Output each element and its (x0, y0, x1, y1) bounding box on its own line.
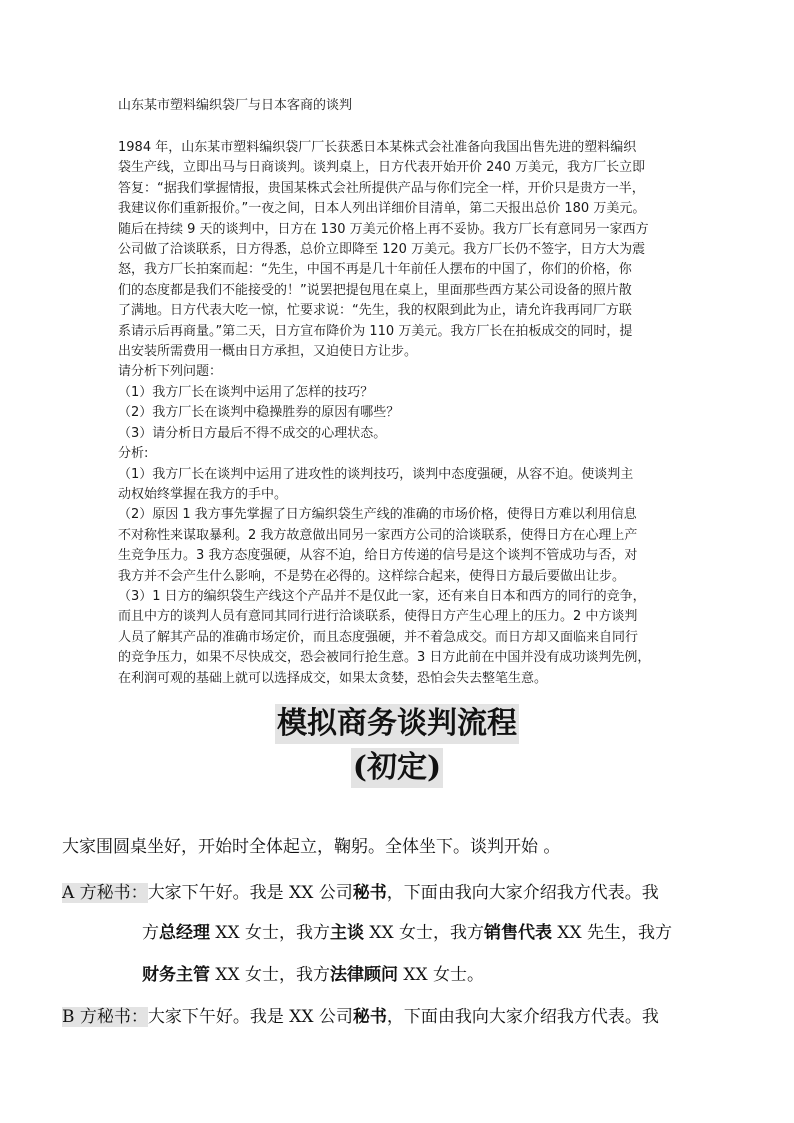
case-story-line: 随后在持续 9 天的谈判中，日方在 130 万美元价格上再不妥协。我方厂长有意同另一家西方 (118, 221, 649, 237)
case-story-line: 系请示后再商量。”第二天，日方宣布降价为 110 万美元。我方厂长在拍板成交的同时，提 (118, 323, 633, 339)
b-secretary-line-1 (62, 1002, 722, 1027)
intro-paragraph: 大家围圆桌坐好，开始时全体起立，鞠躬。全体坐下。谈判开始 。 (62, 837, 561, 857)
analysis-line: 动权始终掌握在我方的手中。 (118, 486, 288, 502)
b-speaker-label: B 方秘书： (62, 1007, 148, 1027)
analysis-line: 在利润可观的基础上就可以选择成交，如果太贪婪，恐怕会失去整笔生意。 (118, 670, 548, 686)
role-term: 主谈 (330, 923, 365, 943)
questions-prompt: 请分析下列问题： (118, 364, 223, 380)
text-run: 大家下午好。我是 XX 公司 (147, 883, 353, 903)
text-run: XX 女士，我方 (210, 965, 331, 985)
analysis-line: 人员了解其产品的准确市场定价，而且态度强硬，并不着急成交。而日方却又面临来自同行 (118, 629, 639, 645)
analysis-line: 不对称性来谋取暴利。2 我方故意做出同另一家西方公司的洽谈联系，使得日方在心理上产 (118, 527, 638, 543)
a-speaker-label: A 方秘书： (62, 883, 148, 903)
analysis-line: （3）1 日方的编织袋生产线这个产品并不是仅此一家，还有来自日本和西方的同行的竞争， (118, 588, 646, 604)
case-story-line: 袋生产线，立即出马与日商谈判。谈判桌上，日方代表开始开价 240 万美元，我方厂长立即 (118, 160, 646, 176)
a-secretary-line-2 (142, 918, 794, 943)
analysis-line: 而且中方的谈判人员有意同其同行进行洽谈联系，使得日方产生心理上的压力。2 中方谈判 (118, 609, 638, 625)
question-item: （2）我方厂长在谈判中稳操胜券的原因有哪些？ (118, 405, 400, 421)
section-subtitle: (初定) (351, 748, 443, 788)
case-story-line: 了满地。日方代表大吃一惊，忙要求说：“先生，我的权限到此为止，请允许我再同厂方联 (118, 303, 632, 319)
analysis-line: 我方并不会产生什么影响，不是势在必得的。这样综合起来，使得日方最后要做出让步。 (118, 568, 626, 584)
a-secretary-line-3 (142, 960, 794, 985)
role-term: 总经理 (159, 923, 210, 943)
section-subtitle-wrap (0, 748, 794, 788)
case-study-body (118, 138, 678, 689)
text-run: XX 女士，我方 (210, 923, 331, 943)
question-item: （1）我方厂长在谈判中运用了怎样的技巧？ (118, 384, 374, 400)
case-story-line: 我建议你们重新报价。”一夜之间，日本人列出详细价目清单，第二天报出总价 180 万美元。 (118, 201, 646, 217)
analysis-line: 生竞争压力。3 我方态度强硬，从容不迫，给日方传递的信号是这个谈判不管成功与否，对 (118, 548, 638, 564)
role-term: 销售代表 (484, 923, 553, 943)
section-title-wrap (0, 704, 794, 744)
text-run: 大家下午好。我是 XX 公司 (147, 1007, 353, 1027)
role-term: 秘书 (352, 1007, 387, 1027)
case-story-line: 答复：“据我们掌握情报，贵国某株式会社所提供产品与你们完全一样，开价只是贵方一半， (118, 180, 645, 196)
analysis-line: （2）原因 1 我方事先掌握了日方编织袋生产线的准确的市场价格，使得日方难以利用信息 (118, 507, 637, 523)
text-run: XX 女士，我方 (364, 923, 485, 943)
role-term: 秘书 (352, 883, 387, 903)
question-item: （3）请分析日方最后不得不成交的心理状态。 (118, 425, 387, 441)
role-term: 财务主管 (142, 965, 210, 985)
analysis-line: （1）我方厂长在谈判中运用了进攻性的谈判技巧，谈判中态度强硬，从容不迫。使谈判主 (118, 466, 634, 482)
text-run: 方 (142, 923, 159, 943)
role-term: 法律顾问 (330, 965, 399, 985)
case-story-line: 公司做了洽谈联系，日方得悉，总价立即降至 120 万美元。我方厂长仍不签字，日方大为震 (118, 242, 646, 258)
case-title: 山东某市塑料编织袋厂与日本客商的谈判 (118, 98, 353, 113)
case-story-line: 出安装所需费用一概由日方承担，又迫使日方让步。 (118, 344, 418, 360)
analysis-line: 的竞争压力，如果不尽快成交，恐会被同行抢生意。3 日方此前在中国并没有成功谈判先例， (118, 650, 651, 666)
a-secretary-line-1 (62, 878, 722, 903)
case-story-line: 怒，我方厂长拍案而起：“先生，中国不再是几十年前任人摆布的中国了，你们的价格，你 (118, 262, 632, 278)
case-story-line: 们的态度都是我们不能接受的！”说罢把提包甩在桌上，里面那些西方某公司设备的照片散 (118, 282, 632, 298)
text-run: ，下面由我向大家介绍我方代表。我 (386, 883, 659, 903)
text-run: XX 女士。 (398, 965, 485, 985)
text-run: ，下面由我向大家介绍我方代表。我 (386, 1007, 659, 1027)
section-title: 模拟商务谈判流程 (275, 704, 519, 744)
text-run: XX 先生，我方 (552, 923, 673, 943)
case-story-line: 1984 年，山东某市塑料编织袋厂厂长获悉日本某株式会社准备向我国出售先进的塑料编织 (118, 140, 637, 155)
analysis-label: 分析: (118, 446, 149, 462)
